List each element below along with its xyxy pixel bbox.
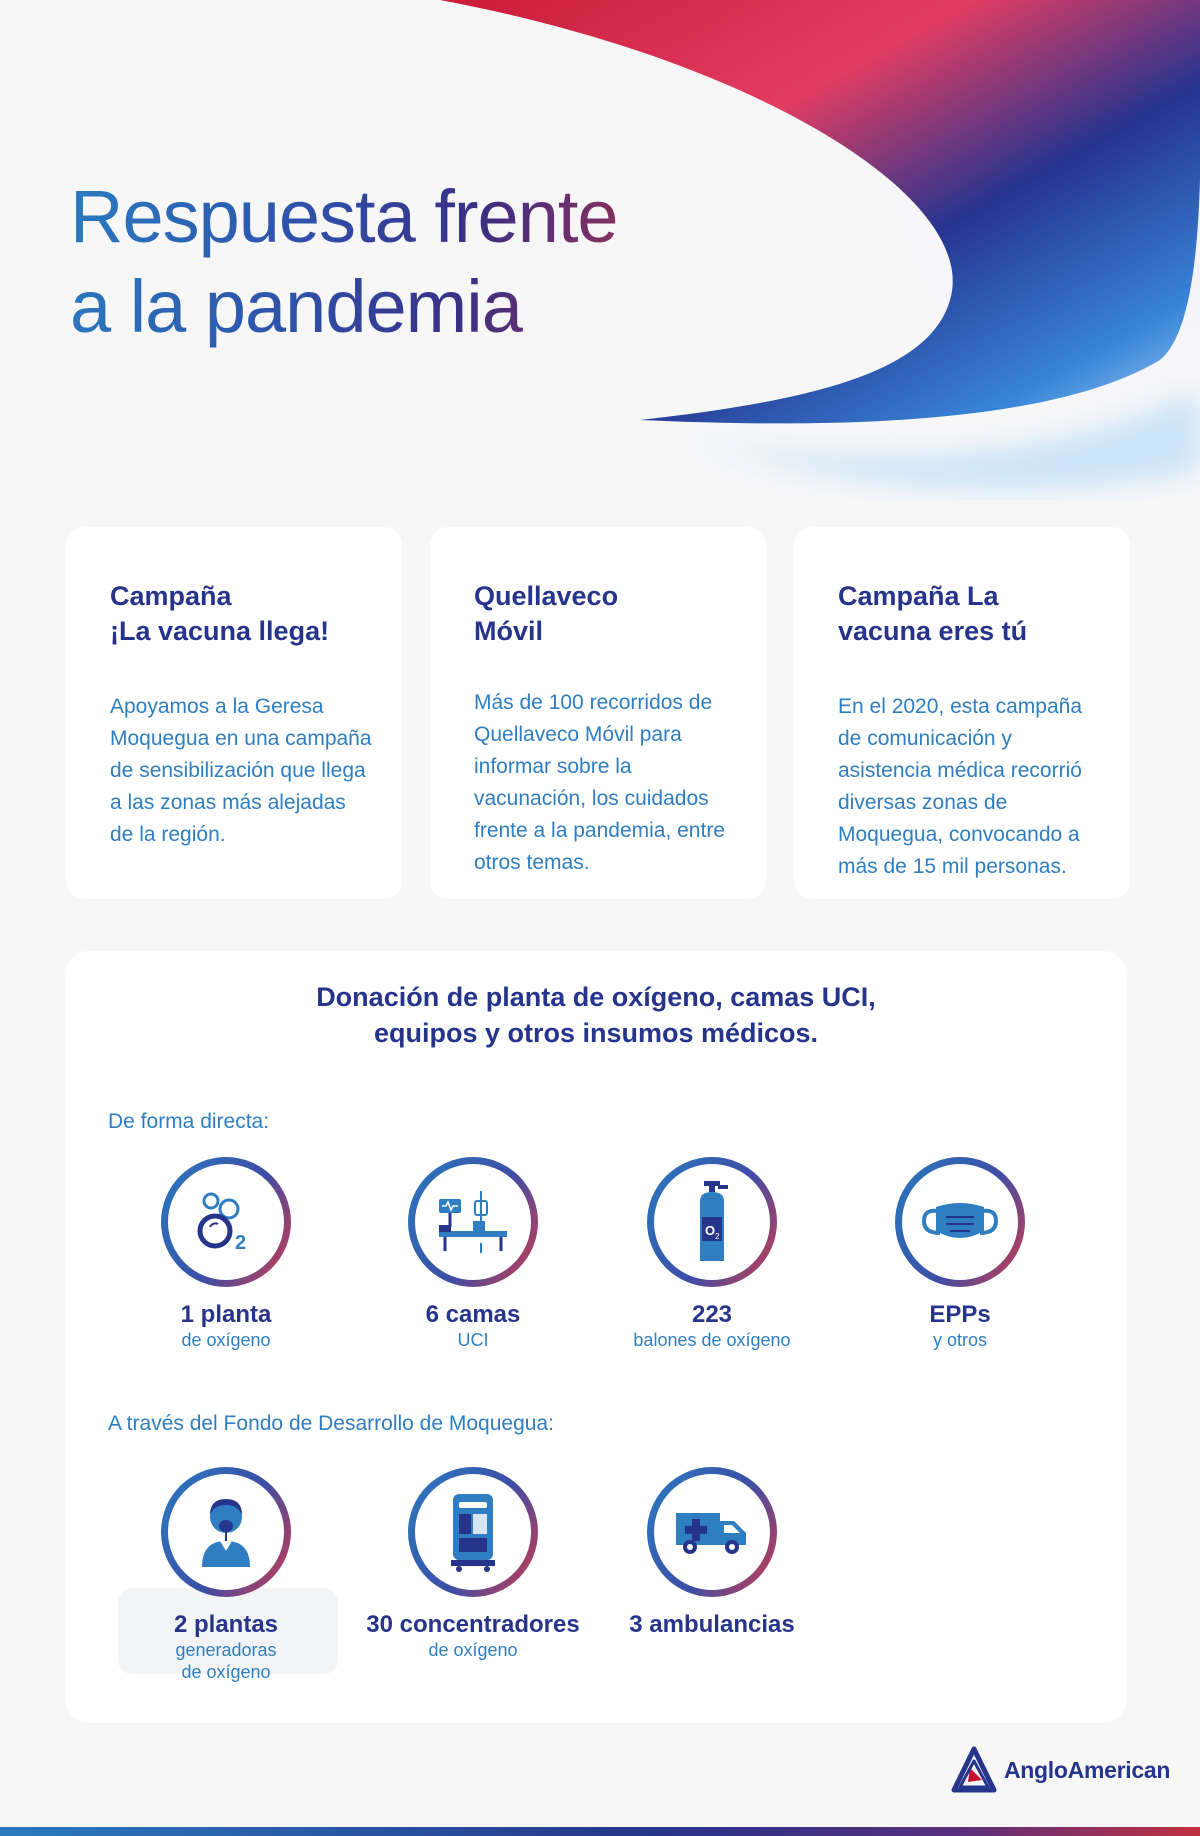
card-body: Más de 100 recorridos de Quellaveco Móvil para informar sobre la vacunación, los cuidados frente a la pandemia, entre otros temas. <box>474 691 725 874</box>
item-value: 1 planta <box>180 1301 272 1328</box>
fund-label: A través del Fondo de Desarrollo de Moquegua: <box>108 1412 554 1435</box>
item-caption: de oxígeno <box>428 1640 518 1660</box>
oxygen-concentrator-icon <box>447 1492 499 1572</box>
item-caption: de oxígeno <box>181 1662 271 1682</box>
svg-text:2: 2 <box>715 1232 720 1241</box>
donation-panel <box>66 951 1126 1723</box>
anglo-american-logo-icon <box>950 1746 998 1794</box>
item-value: EPPs <box>929 1301 991 1328</box>
icon-ring <box>161 1467 291 1597</box>
svg-text:O: O <box>705 1223 716 1238</box>
page-title-line-1: Respuesta frente <box>70 175 618 258</box>
card-quellaveco-movil <box>430 527 766 899</box>
page-title-line-2: a la pandemia <box>70 265 522 348</box>
item-caption: generadoras <box>175 1640 277 1660</box>
item-oxygen-plant <box>106 1157 346 1351</box>
item-caption: de oxígeno <box>181 1330 271 1350</box>
face-mask-icon <box>918 1197 1002 1247</box>
icon-ring <box>647 1157 777 1287</box>
icon-ring <box>895 1157 1025 1287</box>
item-ambulances <box>592 1467 832 1639</box>
oxygen-bubbles-icon <box>191 1187 261 1257</box>
icon-ring <box>408 1157 538 1287</box>
item-caption: y otros <box>932 1330 988 1350</box>
oxygen-tank-icon <box>692 1179 732 1265</box>
item-value: 2 plantas <box>173 1611 279 1638</box>
icu-bed-icon <box>435 1187 511 1257</box>
card-title: Campaña ¡La vacuna llega! <box>110 581 330 646</box>
item-value: 3 ambulancias <box>629 1611 795 1638</box>
bottom-gradient-bar <box>0 1827 1200 1836</box>
item-value: 30 concentradores <box>366 1611 580 1638</box>
item-value: 223 <box>691 1301 733 1328</box>
item-oxygen-concentrators <box>353 1467 593 1661</box>
card-body: En el 2020, esta campaña de comunicación y asistencia médica recorrió diversas zonas de Moquegua, convocando a más de 15 mil personas. <box>838 695 1083 878</box>
item-oxygen-tanks <box>592 1157 832 1351</box>
svg-text:2: 2 <box>235 1232 247 1254</box>
card-title: Campaña La vacuna eres tú <box>838 581 1028 646</box>
item-ppe <box>840 1157 1080 1351</box>
page-title <box>70 172 710 352</box>
card-title: Quellaveco Móvil <box>474 581 619 646</box>
icon-ring <box>408 1467 538 1597</box>
icon-ring <box>161 1157 291 1287</box>
anglo-american-logo <box>950 1746 1170 1794</box>
donation-title: Donación de planta de oxígeno, camas UCI, equipos y otros insumos médicos. <box>316 982 876 1048</box>
direct-label: De forma directa: <box>108 1110 270 1133</box>
patient-oxygen-mask-icon <box>198 1495 254 1569</box>
card-la-vacuna-eres-tu <box>794 527 1130 899</box>
item-caption: UCI <box>457 1330 489 1350</box>
brand-name: AngloAmerican <box>1004 1756 1171 1783</box>
card-body: Apoyamos a la Geresa Moquegua en una campaña de sensibilización que llega a las zonas más alejadas de la región. <box>110 695 372 846</box>
icon-ring <box>647 1467 777 1597</box>
ambulance-icon <box>674 1507 750 1557</box>
item-caption: balones de oxígeno <box>633 1330 791 1350</box>
card-la-vacuna-llega <box>66 527 402 899</box>
item-icu-beds <box>353 1157 593 1351</box>
item-value: 6 camas <box>425 1301 521 1328</box>
item-oxygen-generator-plants <box>106 1467 346 1683</box>
